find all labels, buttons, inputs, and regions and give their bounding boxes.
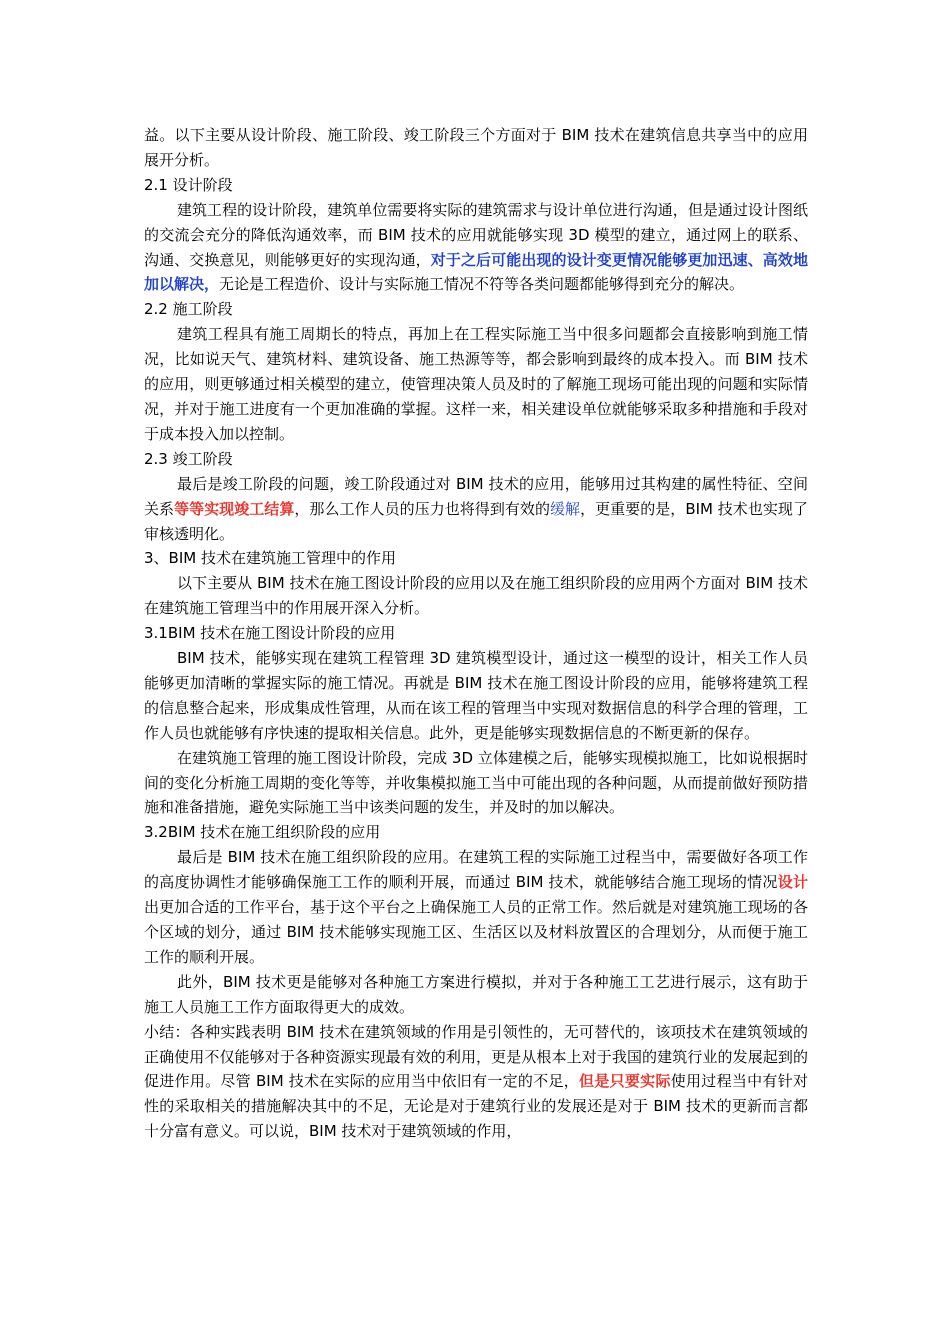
organization-stage-text: 最后是 BIM 技术在施工组织阶段的应用。在建筑工程的实际施工过程当中，需要做好各项工作的高度协调性才能够确保施工工作的顺利开展，而通过 BIM 技术，就能够结合施工现场的情况 [144, 848, 808, 892]
paragraph-organization-stage [144, 845, 808, 970]
paragraph-completion-stage [144, 472, 808, 547]
completion-stage-text-mid: ，那么工作人员的压力也将得到有效的 [294, 499, 550, 518]
paragraph-section-3-intro: 以下主要从 BIM 技术在施工图设计阶段的应用以及在施工组织阶段的应用两个方面对 BIM 技术在建筑施工管理当中的作用展开深入分析。 [144, 574, 808, 618]
completion-stage-highlight: 等等实现竣工结算 [174, 499, 295, 518]
paragraph-drawing-design-2: 在建筑施工管理的施工图设计阶段，完成 3D 立体建模之后，能够实现模拟施工，比如说根据时间的变化分析施工周期的变化等等，并收集模拟施工当中可能出现的各种问题，从而提前做好预防措施和准备措施，避免实际施工当中该类问题的发生，并及时的加以解决。 [144, 748, 808, 817]
design-stage-text: 建筑工程的设计阶段，建筑单位需要将实际的建筑需求与设计单位进行沟通，但是通过设计图纸的交流会充分的降低沟通效率，而 BIM 技术的应用就能够实现 3D 模型的建立，通过网上的联系、沟通、交换意见，则能够更好的实现沟通， [144, 200, 808, 269]
section-heading-2-2: 2.2 施工阶段 [144, 300, 233, 319]
design-stage-text-end: 无论是工程造价、设计与实际施工情况不符等各类问题都能够得到充分的解决。 [219, 275, 745, 294]
paragraph-drawing-design-1: BIM 技术，能够实现在建筑工程管理 3D 建筑模型设计，通过这一模型的设计，相关工作人员能够更加清晰的掌握实际的施工情况。再就是 BIM 技术在施工图设计阶段的应用，能够将建筑工程的信息整合起来，形成集成性管理，从而在该工程的管理当中实现对数据信息的科学合理的管理，工作人员也就能够有序快速的提取相关信息。此外，更是能够实现数据信息的不断更新的保存。 [144, 649, 808, 742]
section-heading-2-1: 2.1 设计阶段 [144, 175, 233, 194]
summary-highlight: 但是只要实际 [579, 1072, 671, 1091]
paragraph-construction-stage: 建筑工程具有施工周期长的特点，再加上在工程实际施工当中很多问题都会直接影响到施工情况，比如说天气、建筑材料、建筑设备、施工热源等等，都会影响到最终的成本投入。而 BIM 技术的应用，则更够通过相关模型的建立，使管理决策人员及时的了解施工现场可能出现的问题和实际情况，并对于施工进度有一个更加准确的掌握。这样一来，相关建设单位就能够采取多种措施和手段对于成本投入加以控制。 [144, 325, 808, 443]
section-heading-2-3: 2.3 竣工阶段 [144, 449, 233, 468]
organization-stage-text-end: 出更加合适的工作平台，基于这个平台之上确保施工人员的正常工作。然后就是对建筑施工现场的各个区域的划分，通过 BIM 技术能够实现施工区、生活区以及材料放置区的合理划分，从而便于施工工作的顺利开展。 [144, 898, 808, 966]
completion-stage-link-word: 缓解 [549, 499, 581, 518]
completion-stage-text: 最后是竣工阶段的问题，竣工阶段通过对 BIM 技术的应用，能够用过其构建的属性特征、空间关系 [144, 474, 808, 518]
summary-text: 小结：各种实践表明 BIM 技术在建筑领域的作用是引领性的，无可替代的，该项技术在建筑领域的正确使用不仅能够对于各种资源实现最有效的利用，更是从根本上对于我国的建筑行业的发展起到的促进作用。尽管 BIM 技术在实际的应用当中依旧有一定的不足， [144, 1022, 808, 1091]
paragraph-summary [144, 1020, 808, 1145]
section-heading-3-1: 3.1BIM 技术在施工图设计阶段的应用 [144, 624, 396, 643]
design-stage-highlight: 对于之后可能出现的设计变更情况能够更加迅速、高效地加以解决， [144, 250, 808, 294]
organization-stage-highlight: 设计 [777, 873, 808, 892]
paragraph-intro-continuation: 益。以下主要从设计阶段、施工阶段、竣工阶段三个方面对于 BIM 技术在建筑信息共享当中的应用展开分析。 [144, 126, 808, 169]
section-heading-3-2: 3.2BIM 技术在施工组织阶段的应用 [144, 823, 381, 842]
paragraph-design-stage [144, 198, 808, 298]
section-heading-3: 3、BIM 技术在建筑施工管理中的作用 [144, 549, 396, 568]
summary-text-end: 使用过程当中有针对性的采取相关的措施解决其中的不足，无论是对于建筑行业的发展还是对于 BIM 技术的更新而言都十分富有意义。可以说，BIM 技术对于建筑领域的作用， [144, 1072, 808, 1141]
document-page [144, 123, 808, 1144]
completion-stage-text-end: ，更重要的是，BIM 技术也实现了审核透明化。 [144, 499, 808, 543]
paragraph-simulation: 此外，BIM 技术更是能够对各种施工方案进行模拟，并对于各种施工工艺进行展示，这有助于施工人员施工工作方面取得更大的成效。 [144, 972, 808, 1016]
